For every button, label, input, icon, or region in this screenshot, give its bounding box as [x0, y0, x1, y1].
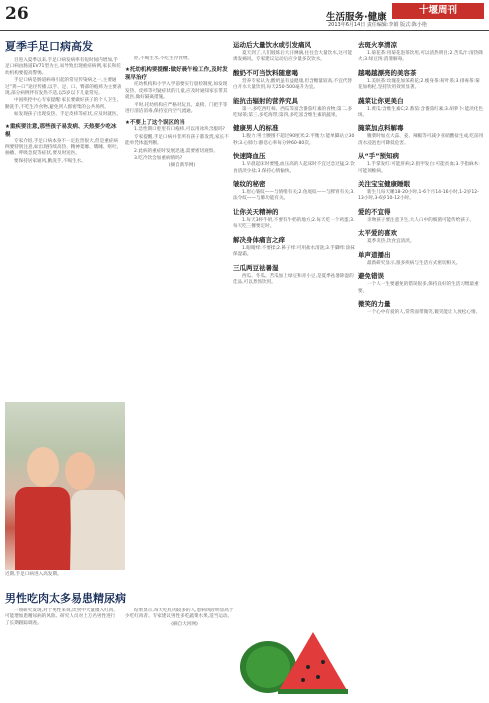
- article-heading: 蔬菜让你更美白: [358, 96, 404, 105]
- paragraph: 1.腹力:男士腰围不超过90厘米;2.平衡力:能单脚站立30秒;3.心肺力:静息心率每分钟60-80次。: [233, 134, 355, 146]
- paragraph: 3.吃冷饮会加重病情吗?: [134, 156, 183, 162]
- subheading: ★不要上了这个误区的当: [125, 120, 185, 127]
- paragraph: 1.急性期口腔里有口疱疹,可以用冰块含服吗?: [134, 127, 225, 133]
- column-lifestyle: [358, 36, 484, 317]
- article-heading: 避免错误: [358, 272, 384, 281]
- paragraph: 1.每天3杯牛奶,不要有牛奶的地方;2.每天吃一个鸡蛋;3.每天吃三餐要定时。: [233, 217, 355, 230]
- article-heading: 去斑火享清凉: [358, 41, 397, 49]
- subheading: ★托幼机构要提醒:做好晨午检工作,及时发现早治疗: [125, 67, 228, 82]
- source-caption: (摘自新华网): [168, 163, 196, 169]
- article-heading: 爱的不宜得: [358, 207, 391, 216]
- watermelon-image: [238, 612, 355, 694]
- paragraph: 要保持居家通风,勤洗手,不喝生水。: [14, 158, 86, 164]
- child-face: [27, 447, 59, 487]
- subheading: ★重疾要注意,那些孩子易发病、天热要少吃冰棍: [5, 123, 117, 138]
- child-red-shirt: [15, 487, 70, 570]
- paragraph: 如发现孩子出现发热、手足皮疹等症状,应及时就医。: [14, 112, 122, 118]
- column-hfmd: [5, 36, 122, 166]
- bottom-column-2: [125, 608, 235, 629]
- article-heading: 让你关天精神的: [233, 207, 279, 216]
- column-health-tips: [233, 36, 355, 287]
- paragraph: 最新研究显示,很多疾病与生活方式密切相关。: [367, 260, 461, 266]
- paragraph: 拒,不喝生水,不吃生冷食物。: [134, 56, 193, 61]
- article-heading: 关注宝宝健康睡眠: [358, 180, 410, 189]
- article-heading: 酸奶不可当饮料随意喝: [233, 68, 298, 77]
- article-title: 男性吃肉太多易患精尿病: [5, 592, 126, 605]
- paragraph: 一个人一生要避免的错误很多,保持良好的生活习惯最重要。: [358, 282, 479, 294]
- paragraph: 1.美肤茶:玫瑰花加茉莉花;2.瘦身茶:荷叶茶;3.排毒茶:菊花加枸杞,坚持饮用效果显著。: [358, 78, 480, 91]
- article-heading: 运动后大量饮水或引发痛风: [233, 41, 311, 49]
- paragraph: 夏天到了,人们锻炼后大汗淋漓,往往会大量饮水,这可能诱发痛风。专家建议运动后应少量多次饮水。: [233, 51, 353, 63]
- article-heading: 解决身体痛言之痒: [233, 235, 285, 244]
- paragraph: 亲吻孩子要注意卫生,大人口中的细菌可能传给孩子。: [367, 217, 475, 223]
- child-white-shirt: [71, 490, 125, 570]
- paragraph: 1.眉心皱纹——与情绪有关;2.鱼尾纹——与脾胃有关;3.法令纹——与肺功能有关。: [233, 190, 355, 202]
- children-photo: [5, 402, 125, 570]
- paragraph: 第一,多吃西红柿、西瓜等富含番茄红素的食物;第二,多吃绿茶;第三,多吃海带;第四,多吃富含维生素的蔬果。: [233, 106, 353, 119]
- bottom-column-1: [5, 608, 117, 628]
- paragraph: 中国疾控中心专家提醒:家长要做好孩子的个人卫生,勤洗手,不吃生冷食物,避免到人群密集的公共场所。: [5, 98, 119, 110]
- child-face: [65, 452, 95, 490]
- article-heading: 快速降血压: [233, 152, 266, 161]
- paragraph: 专家提醒,手足口病并非所有孩子都发烧,家长不能单凭体温判断。: [125, 134, 229, 147]
- article-heading: 太平爱的喜欢: [358, 229, 397, 238]
- paragraph: 营养专家认为,酸奶虽有益健康,但含糖量较高,不宜代替白开水大量饮用,每天250-500毫升为宜。: [233, 78, 353, 91]
- column-hfmd-cont: [125, 56, 230, 171]
- photo-caption: 近期,手足口病进入高发期。: [5, 572, 62, 577]
- article-heading: 从“手”预知病: [358, 152, 400, 161]
- paragraph: 一个心中有爱的人,常常面带微笑,微笑能让人放松心情。: [367, 309, 481, 315]
- page-header: [0, 0, 489, 31]
- dateline: 2013年6月14日 责任编辑:李娟 版式:陈小艳: [328, 22, 427, 28]
- paragraph: 一项研究发现,对于男性来说,饮食中大量摄入红肉,可能增加患精尿病的风险。研究人员对上万名男性进行了长期跟踪调查。: [5, 608, 116, 626]
- article-heading: 健康男人的标准: [233, 124, 279, 133]
- article-heading: 越喝越漂亮的美容茶: [358, 68, 417, 77]
- article-heading: 皱纹的秘密: [233, 180, 266, 189]
- article-heading: 能抗击辐射的营养究具: [233, 96, 298, 105]
- paragraph: 腌菜时加点大蒜、姜、辣椒等可减少亚硝酸盐生成,吃前用清水浸泡也可降低危害。: [358, 134, 484, 146]
- paragraph: 结果显示,每天吃红肉较多的人,患病风险明显高于少吃红肉者。专家建议男性多吃蔬菜水果,适当运动。: [125, 608, 234, 620]
- source-caption: (摘自大河网): [171, 621, 198, 627]
- paragraph: 平时,托幼机构应严格对玩具、桌椅、门把手等进行清洁消毒,保持室内空气流通。: [125, 102, 228, 115]
- paragraph: 1.眼睛痒:不要揉;2.鼻子痒:可用盐水清洗;3.手脚痒:涂抹保湿霜。: [233, 245, 355, 258]
- paragraph: 1.手掌发红:可能肝病;2.指甲发白:可能贫血;3.手指麻木:可能颈椎病。: [358, 162, 480, 174]
- paragraph: 1.早晨起床时要慢,血压高的人起床时不宜过急过猛;2.饮食清淡少盐;3.保持心情愉快。: [233, 162, 355, 174]
- paragraph: 目进入夏季以来,手足口病发病率有短时间内增加,手足口病由肠道EV71型为主,易导致出现重症病例,家长和托幼机构要提高警惕。: [5, 58, 121, 76]
- section-title: 生活服务·健康: [326, 12, 387, 23]
- article-heading: 腌菜加点料解毒: [358, 124, 404, 133]
- brand-badge: 十堰周刊: [392, 3, 484, 19]
- page-number: 26: [5, 4, 29, 24]
- paragraph: 2.此病的重症时发展迅速,需要密切观察。: [134, 148, 218, 154]
- article-heading: 微笑的力量: [358, 299, 391, 308]
- paragraph: 1.菊花茶:用菊花泡茶饮用,可以清热明目;2.苦瓜汁:清热降火;3.绿豆汤:消暑解毒。: [358, 51, 483, 63]
- paragraph: 1.黄瓜:含维生素C;2.番茄:含番茄红素;3.胡萝卜:能淡化色斑。: [358, 106, 483, 119]
- article-heading: 单声道播出: [358, 250, 391, 259]
- paragraph: 专家介绍,手足口病本身不一定危害很大,但是重症病例要特别注意,如出现持续高热、精神萎靡、嗜睡、呕吐、抽搐、呼吸急促等症状,要及时送医。: [5, 138, 122, 157]
- paragraph: 手足口病是肠道病毒引起的常见传染病之一,主要通过“粪—口”途径传播,以手、足、口、臀部的疱疹为主要表现,部分病例伴有发热不适,以5岁以下儿童常见。: [5, 78, 122, 97]
- paragraph: 新生儿每天睡18-20小时,1-6个月14-16小时,1-2岁12-13小时,3-6岁10-12小时。: [358, 190, 479, 202]
- article-title: 夏季手足口病高发: [5, 40, 93, 53]
- paragraph: 夏季炎热,饮食宜清淡。: [367, 239, 415, 245]
- paragraph: 西瓜、冬瓜、苦瓜加上绿豆和赤小豆,是夏季祛暑除湿的佳品,可以煮汤饮用。: [233, 273, 354, 285]
- article-heading: 三瓜两豆祛暑湿: [233, 263, 279, 272]
- paragraph: 托幼机构和小学入学前要实行晨检制度,如发现发热、皮疹等可疑症状的儿童,应及时通知家长带其就医,做好隔离措施。: [125, 82, 228, 101]
